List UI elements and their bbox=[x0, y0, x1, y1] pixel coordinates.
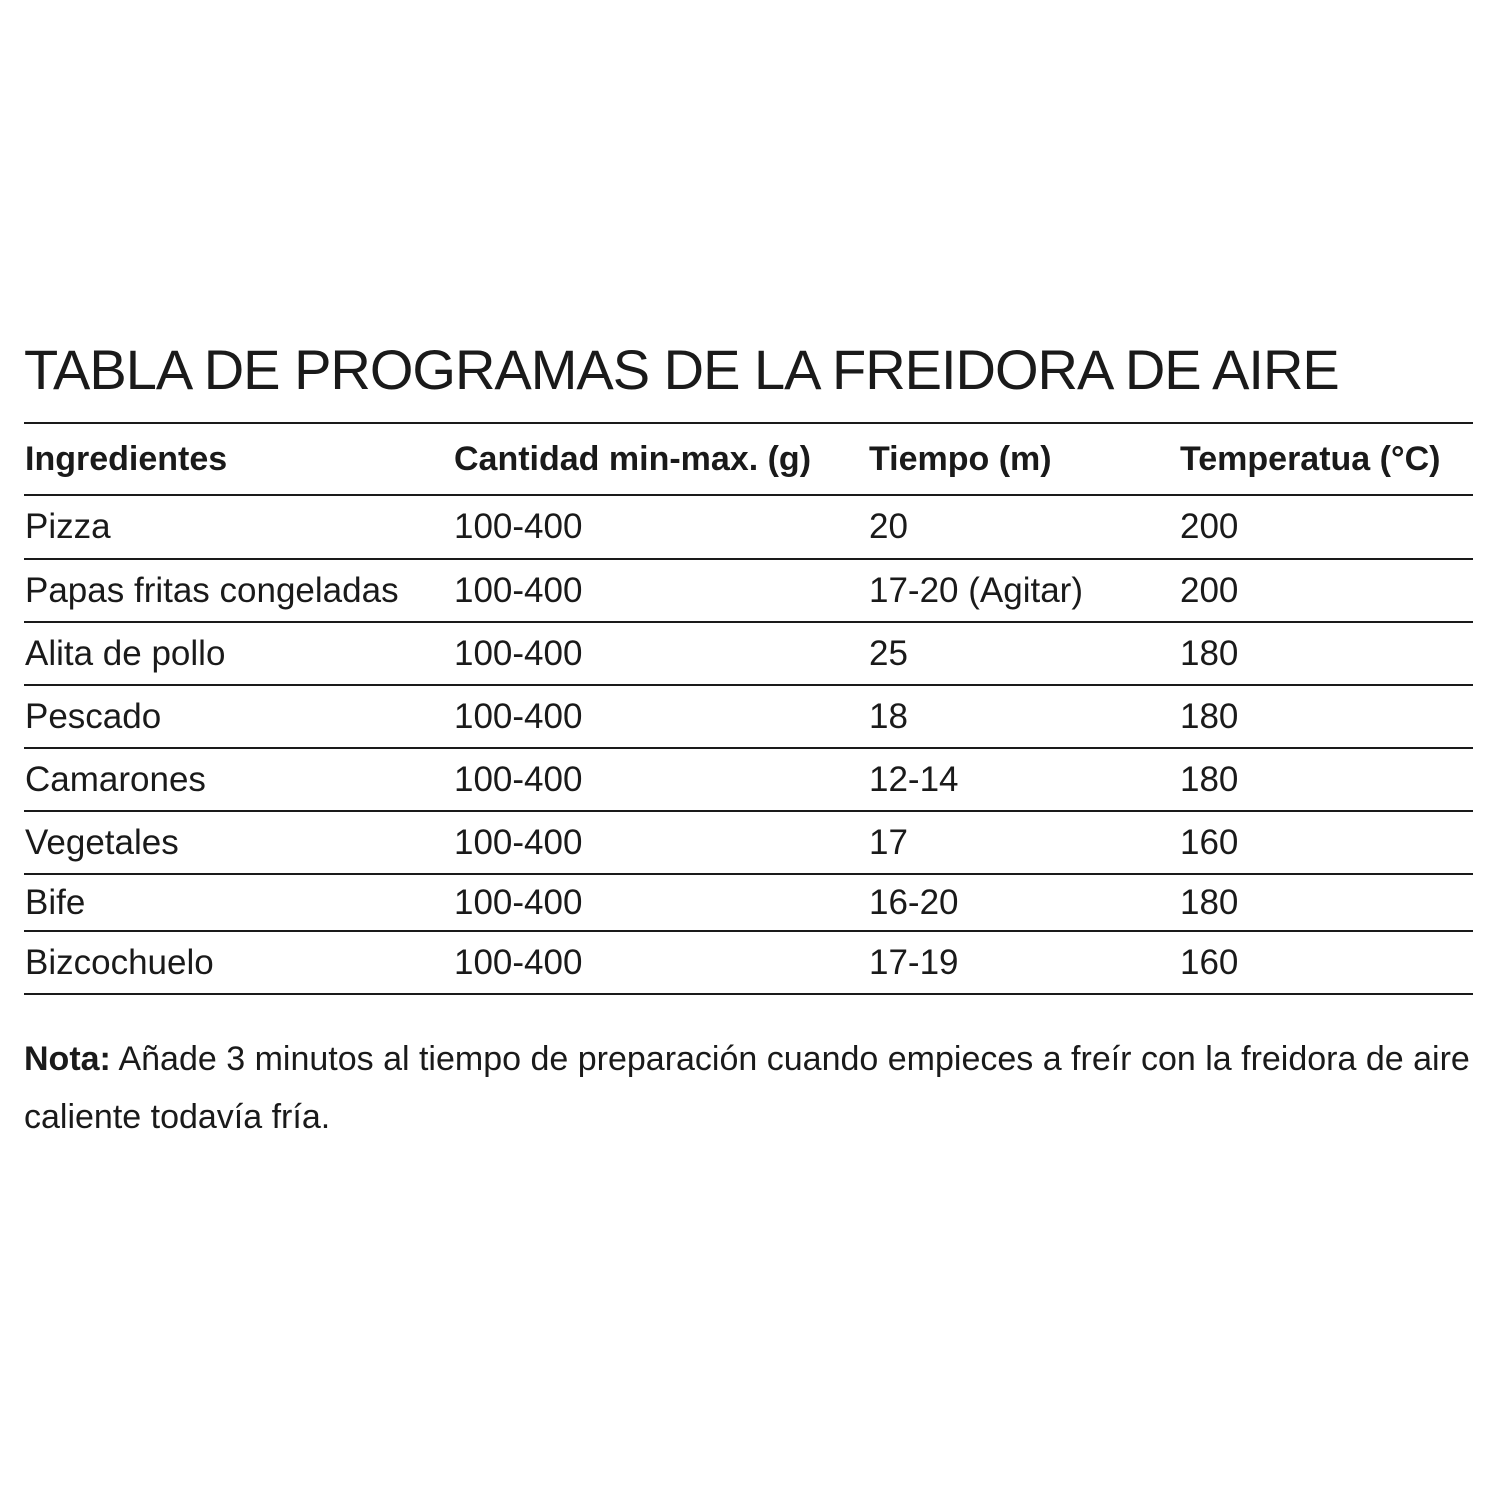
table-row bbox=[24, 749, 1473, 812]
cell-temperatura: 200 bbox=[1180, 507, 1239, 546]
cell-cantidad: 100-400 bbox=[454, 822, 583, 862]
table-header-row bbox=[24, 424, 1473, 496]
cell-temperatura: 180 bbox=[1180, 759, 1239, 799]
table-row bbox=[24, 496, 1473, 560]
cell-tiempo: 20 bbox=[869, 507, 908, 546]
cell-temperatura: 200 bbox=[1180, 570, 1239, 610]
cell-tiempo: 16-20 bbox=[869, 882, 959, 922]
cell-temperatura: 180 bbox=[1180, 633, 1239, 673]
cell-cantidad: 100-400 bbox=[454, 696, 583, 736]
cell-ingrediente: Camarones bbox=[25, 759, 206, 799]
cell-tiempo: 17 bbox=[869, 822, 908, 862]
page-title: TABLA DE PROGRAMAS DE LA FREIDORA DE AIRE bbox=[24, 338, 1339, 401]
cell-tiempo: 17-19 bbox=[869, 942, 959, 982]
cell-temperatura: 160 bbox=[1180, 942, 1239, 982]
cell-tiempo: 17-20 (Agitar) bbox=[869, 570, 1083, 610]
table-row bbox=[24, 560, 1473, 623]
cell-tiempo: 25 bbox=[869, 633, 908, 673]
cell-ingrediente: Pescado bbox=[25, 696, 162, 736]
cell-ingrediente: Alita de pollo bbox=[25, 633, 226, 673]
table-row bbox=[24, 875, 1473, 932]
table-row bbox=[24, 686, 1473, 749]
cell-cantidad: 100-400 bbox=[454, 633, 583, 673]
note-label: Nota: bbox=[24, 1040, 111, 1078]
header-ingredientes: Ingredientes bbox=[25, 439, 228, 478]
cell-ingrediente: Papas fritas congeladas bbox=[25, 570, 399, 610]
cell-cantidad: 100-400 bbox=[454, 507, 583, 546]
note-text: Añade 3 minutos al tiempo de preparación cuando empieces a freír con la freidora de aire caliente todavía fría. bbox=[24, 1040, 1470, 1136]
cell-cantidad: 100-400 bbox=[454, 570, 583, 610]
header-tiempo: Tiempo (m) bbox=[869, 439, 1052, 478]
cell-temperatura: 180 bbox=[1180, 882, 1239, 922]
cell-temperatura: 180 bbox=[1180, 696, 1239, 736]
table-row bbox=[24, 932, 1473, 995]
table-row bbox=[24, 623, 1473, 686]
cell-cantidad: 100-400 bbox=[454, 882, 583, 922]
cell-ingrediente: Pizza bbox=[25, 507, 111, 546]
header-cantidad: Cantidad min-max. (g) bbox=[454, 439, 812, 478]
cell-ingrediente: Bizcochuelo bbox=[25, 942, 214, 982]
cell-tiempo: 12-14 bbox=[869, 759, 959, 799]
cell-ingrediente: Vegetales bbox=[25, 822, 179, 862]
cell-cantidad: 100-400 bbox=[454, 759, 583, 799]
note-paragraph bbox=[24, 1030, 1474, 1146]
header-temperatura: Temperatua (°C) bbox=[1180, 439, 1441, 478]
table-row bbox=[24, 812, 1473, 875]
cell-temperatura: 160 bbox=[1180, 822, 1239, 862]
cell-tiempo: 18 bbox=[869, 696, 908, 736]
cell-ingrediente: Bife bbox=[25, 882, 86, 922]
cell-cantidad: 100-400 bbox=[454, 942, 583, 982]
programs-table bbox=[24, 422, 1473, 995]
